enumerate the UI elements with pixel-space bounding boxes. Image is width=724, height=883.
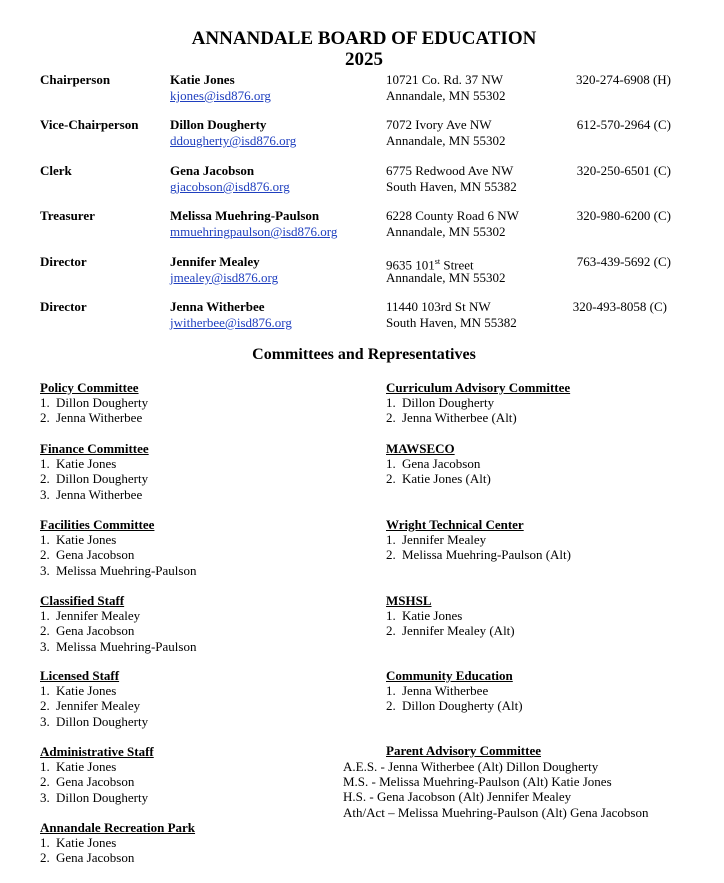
list-item: 1. Katie Jones <box>40 683 117 699</box>
parent-advisory-list <box>343 759 648 820</box>
committee-title: Parent Advisory Committee <box>386 743 542 758</box>
member-phone: 763-439-5692 (C) <box>576 254 671 269</box>
committee-member-list <box>386 395 570 425</box>
list-item: 3. Dillon Dougherty <box>40 713 149 729</box>
member-name: Gena Jacobson <box>170 163 255 178</box>
list-item: 2. Gena Jacobson <box>40 623 135 639</box>
member-name: Jenna Witherbee <box>170 299 265 314</box>
committee-title: Licensed Staff <box>40 668 120 683</box>
list-item: 1. Katie Jones <box>40 532 117 548</box>
member-name: Melissa Muehring-Paulson <box>170 208 320 223</box>
member-address-line1: 11440 103rd St NW <box>386 299 491 314</box>
committee-member-list <box>386 456 491 486</box>
committee-block <box>40 517 196 578</box>
committee-title: Community Education <box>386 668 513 683</box>
member-address-line2: Annandale, MN 55302 <box>386 88 506 103</box>
committee-member-list <box>40 759 154 805</box>
list-item: 1. Jennifer Mealey <box>40 608 141 624</box>
member-phone: 320-493-8058 (C) <box>572 299 667 314</box>
committee-block <box>386 441 491 487</box>
list-item: 2. Melissa Muehring-Paulson (Alt) <box>386 547 571 563</box>
list-item: 2. Gena Jacobson <box>40 774 135 790</box>
list-item: 1. Katie Jones <box>40 835 117 851</box>
committee-member-list <box>40 395 148 425</box>
board-member-row <box>0 208 724 248</box>
parent-advisory-title-block <box>386 743 541 758</box>
list-item: Ath/Act – Melissa Muehring-Paulson (Alt) Gena Jacobson <box>343 804 649 820</box>
member-name: Katie Jones <box>170 72 235 87</box>
list-item: 1. Dillon Dougherty <box>40 395 149 411</box>
document-title: ANNANDALE BOARD OF EDUCATION <box>191 28 537 49</box>
member-address-line1: 10721 Co. Rd. 37 NW <box>386 72 503 87</box>
list-item: 3. Dillon Dougherty <box>40 789 149 805</box>
list-item: 1. Jenna Witherbee <box>386 683 489 699</box>
member-address-line2: Annandale, MN 55302 <box>386 224 506 239</box>
list-item: 2. Dillon Dougherty <box>40 471 149 487</box>
document-year: 2025 <box>345 49 383 70</box>
committee-block <box>40 820 195 866</box>
list-item: 3. Melissa Muehring-Paulson <box>40 562 197 578</box>
committee-member-list <box>40 532 196 578</box>
member-address-line2: Annandale, MN 55302 <box>386 133 506 148</box>
committee-block <box>40 668 148 729</box>
committee-member-list <box>386 683 523 713</box>
board-member-row <box>0 254 724 294</box>
list-item: 2. Jennifer Mealey <box>40 698 141 714</box>
member-phone: 320-980-6200 (C) <box>576 208 671 223</box>
committee-member-list <box>386 532 571 562</box>
list-item: 2. Jenna Witherbee <box>40 410 143 426</box>
member-address-line2: South Haven, MN 55382 <box>386 315 517 330</box>
address-street: Street <box>440 257 474 273</box>
member-phone: 612-570-2964 (C) <box>576 117 671 132</box>
list-item: 2. Dillon Dougherty (Alt) <box>386 698 523 714</box>
committee-title: Finance Committee <box>40 441 149 456</box>
member-address-line1: 6775 Redwood Ave NW <box>386 163 514 178</box>
member-email-link[interactable]: jmealey@isd876.org <box>170 270 279 285</box>
member-phone: 320-250-6501 (C) <box>576 163 671 178</box>
member-role: Clerk <box>40 163 72 178</box>
address-ordinal-suffix: st <box>434 257 441 266</box>
board-member-row <box>0 163 724 203</box>
list-item: 2. Gena Jacobson <box>40 547 135 563</box>
member-address-line2: Annandale, MN 55302 <box>386 270 506 285</box>
committee-block <box>386 380 570 426</box>
member-name: Dillon Dougherty <box>170 117 267 132</box>
list-item: 1. Dillon Dougherty <box>386 395 495 411</box>
committee-member-list <box>40 835 195 865</box>
committee-block <box>386 593 515 639</box>
list-item: 2. Gena Jacobson <box>40 850 135 866</box>
committee-title: Classified Staff <box>40 593 125 608</box>
committee-title: Wright Technical Center <box>386 517 524 532</box>
committee-title: Curriculum Advisory Committee <box>386 380 571 395</box>
committee-member-list <box>40 456 149 502</box>
member-email-link[interactable]: jwitherbee@isd876.org <box>170 315 292 330</box>
committee-member-list <box>40 683 148 729</box>
list-item: 2. Katie Jones (Alt) <box>386 471 491 487</box>
list-item: 1. Gena Jacobson <box>386 456 481 472</box>
member-address-line1: 7072 Ivory Ave NW <box>386 117 492 132</box>
list-item: 3. Jenna Witherbee <box>40 486 143 502</box>
committee-block <box>40 744 154 805</box>
committee-block <box>40 593 196 654</box>
committee-title: MSHSL <box>386 593 432 608</box>
member-email-link[interactable]: ddougherty@isd876.org <box>170 133 297 148</box>
member-role: Director <box>40 299 87 314</box>
list-item: 1. Katie Jones <box>40 456 117 472</box>
member-phone: 320-274-6908 (H) <box>576 72 671 87</box>
list-item: 3. Melissa Muehring-Paulson <box>40 638 197 654</box>
committee-member-list <box>386 608 515 638</box>
committee-title: MAWSECO <box>386 441 455 456</box>
committee-title: Policy Committee <box>40 380 139 395</box>
list-item: 2. Jennifer Mealey (Alt) <box>386 623 515 639</box>
member-role: Vice-Chairperson <box>40 117 139 132</box>
member-email-link[interactable]: mmuehringpaulson@isd876.org <box>170 224 338 239</box>
member-email-link[interactable]: kjones@isd876.org <box>170 88 271 103</box>
member-address-line2: South Haven, MN 55382 <box>386 179 517 194</box>
committee-member-list <box>40 608 196 654</box>
board-member-row <box>0 72 724 112</box>
committee-block <box>40 441 149 502</box>
board-member-row <box>0 299 724 339</box>
committee-block <box>386 517 571 563</box>
list-item: A.E.S. - Jenna Witherbee (Alt) Dillon Dougherty <box>343 759 599 774</box>
committee-block <box>386 668 523 714</box>
list-item: 1. Katie Jones <box>386 608 463 624</box>
member-role: Treasurer <box>40 208 95 223</box>
committee-title: Annandale Recreation Park <box>40 820 196 835</box>
member-role: Director <box>40 254 87 269</box>
list-item: 1. Katie Jones <box>40 759 117 775</box>
list-item: 2. Jenna Witherbee (Alt) <box>386 410 517 426</box>
list-item: H.S. - Gena Jacobson (Alt) Jennifer Mealey <box>343 789 572 805</box>
committee-block <box>40 380 148 426</box>
list-item: 1. Jennifer Mealey <box>386 532 487 548</box>
member-role: Chairperson <box>40 72 111 87</box>
member-address-line1: 6228 County Road 6 NW <box>386 208 519 223</box>
committee-title: Administrative Staff <box>40 744 154 759</box>
member-email-link[interactable]: gjacobson@isd876.org <box>170 179 290 194</box>
list-item: M.S. - Melissa Muehring-Paulson (Alt) Katie Jones <box>343 774 612 790</box>
committee-title: Facilities Committee <box>40 517 155 532</box>
board-member-row <box>0 117 724 157</box>
address-number: 9635 101 <box>386 257 435 273</box>
committees-heading: Committees and Representatives <box>252 346 476 363</box>
member-name: Jennifer Mealey <box>170 254 260 269</box>
